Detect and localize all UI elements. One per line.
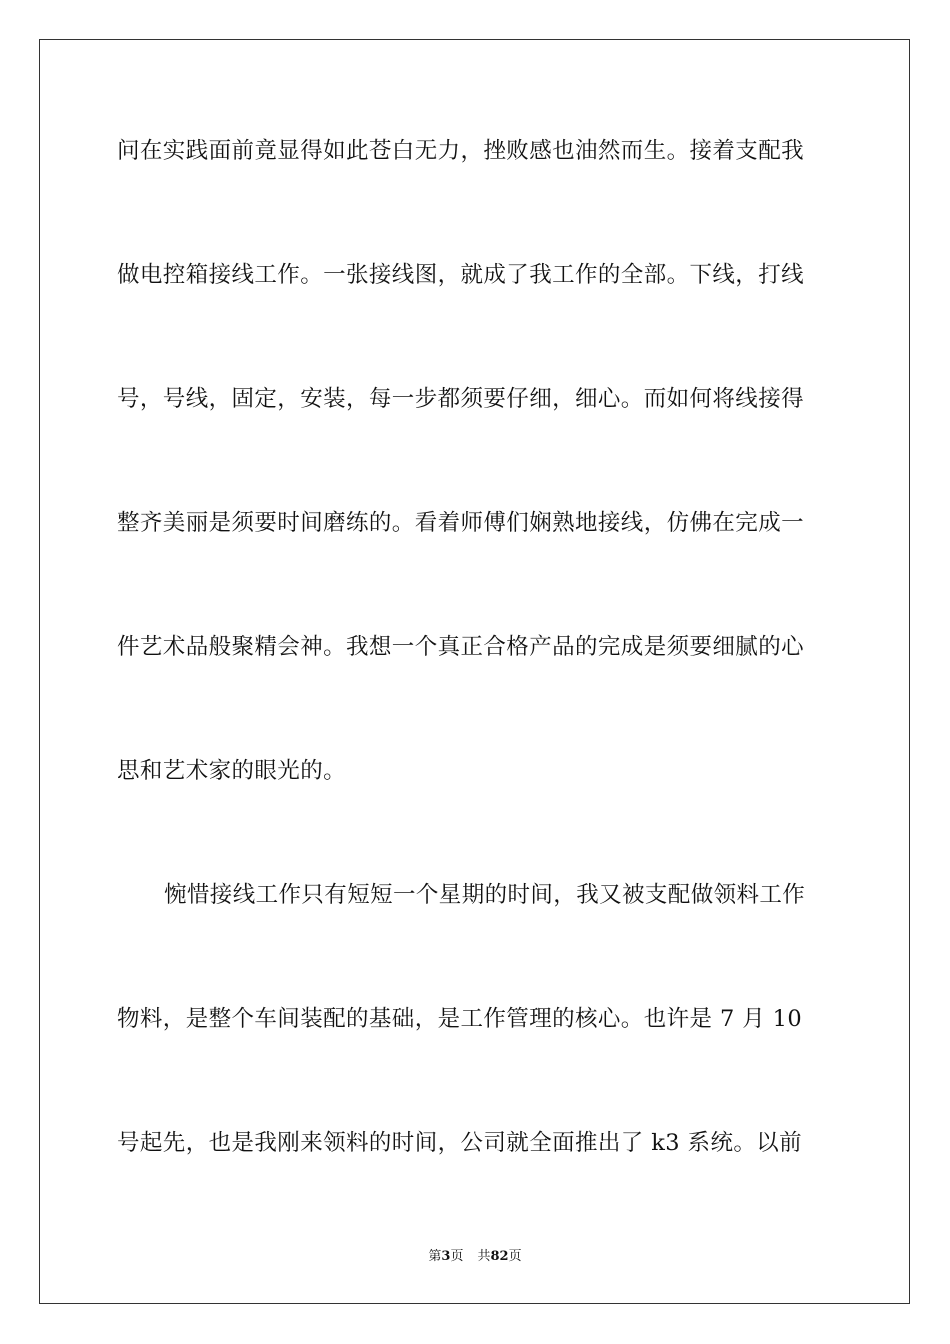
- total-prefix: 共: [477, 1249, 491, 1264]
- text-line-1: 问在实践面前竟显得如此苍白无力，挫败感也油然而生。接着支配我: [117, 138, 805, 164]
- text-line-5: 件艺术品般聚精会神。我想一个真正合格产品的完成是须要细腻的心: [117, 634, 805, 660]
- page-number: 3: [441, 1249, 451, 1264]
- page-border: [39, 39, 910, 1304]
- text-line-3: 号，号线，固定，安装，每一步都须要仔细，细心。而如何将线接得: [117, 386, 805, 412]
- text-line-2: 做电控箱接线工作。一张接线图，就成了我工作的全部。下线，打线: [117, 262, 805, 288]
- text-line-4: 整齐美丽是须要时间磨练的。看着师傅们娴熟地接线，仿佛在完成一: [117, 510, 805, 536]
- page-suffix: 页: [450, 1249, 464, 1264]
- total-pages: 82: [490, 1249, 509, 1264]
- text-line-6: 思和艺术家的眼光的。: [117, 758, 347, 784]
- page-footer: [0, 1248, 950, 1266]
- total-suffix: 页: [508, 1249, 522, 1264]
- text-line-7: 惋惜接线工作只有短短一个星期的时间，我又被支配做领料工作: [164, 882, 806, 908]
- page-prefix: 第: [428, 1249, 442, 1264]
- text-line-9: 号起先，也是我刚来领料的时间，公司就全面推出了 k3 系统。以前: [117, 1130, 803, 1156]
- text-line-8: 物料，是整个车间装配的基础，是工作管理的核心。也许是 7 月 10: [117, 1006, 803, 1032]
